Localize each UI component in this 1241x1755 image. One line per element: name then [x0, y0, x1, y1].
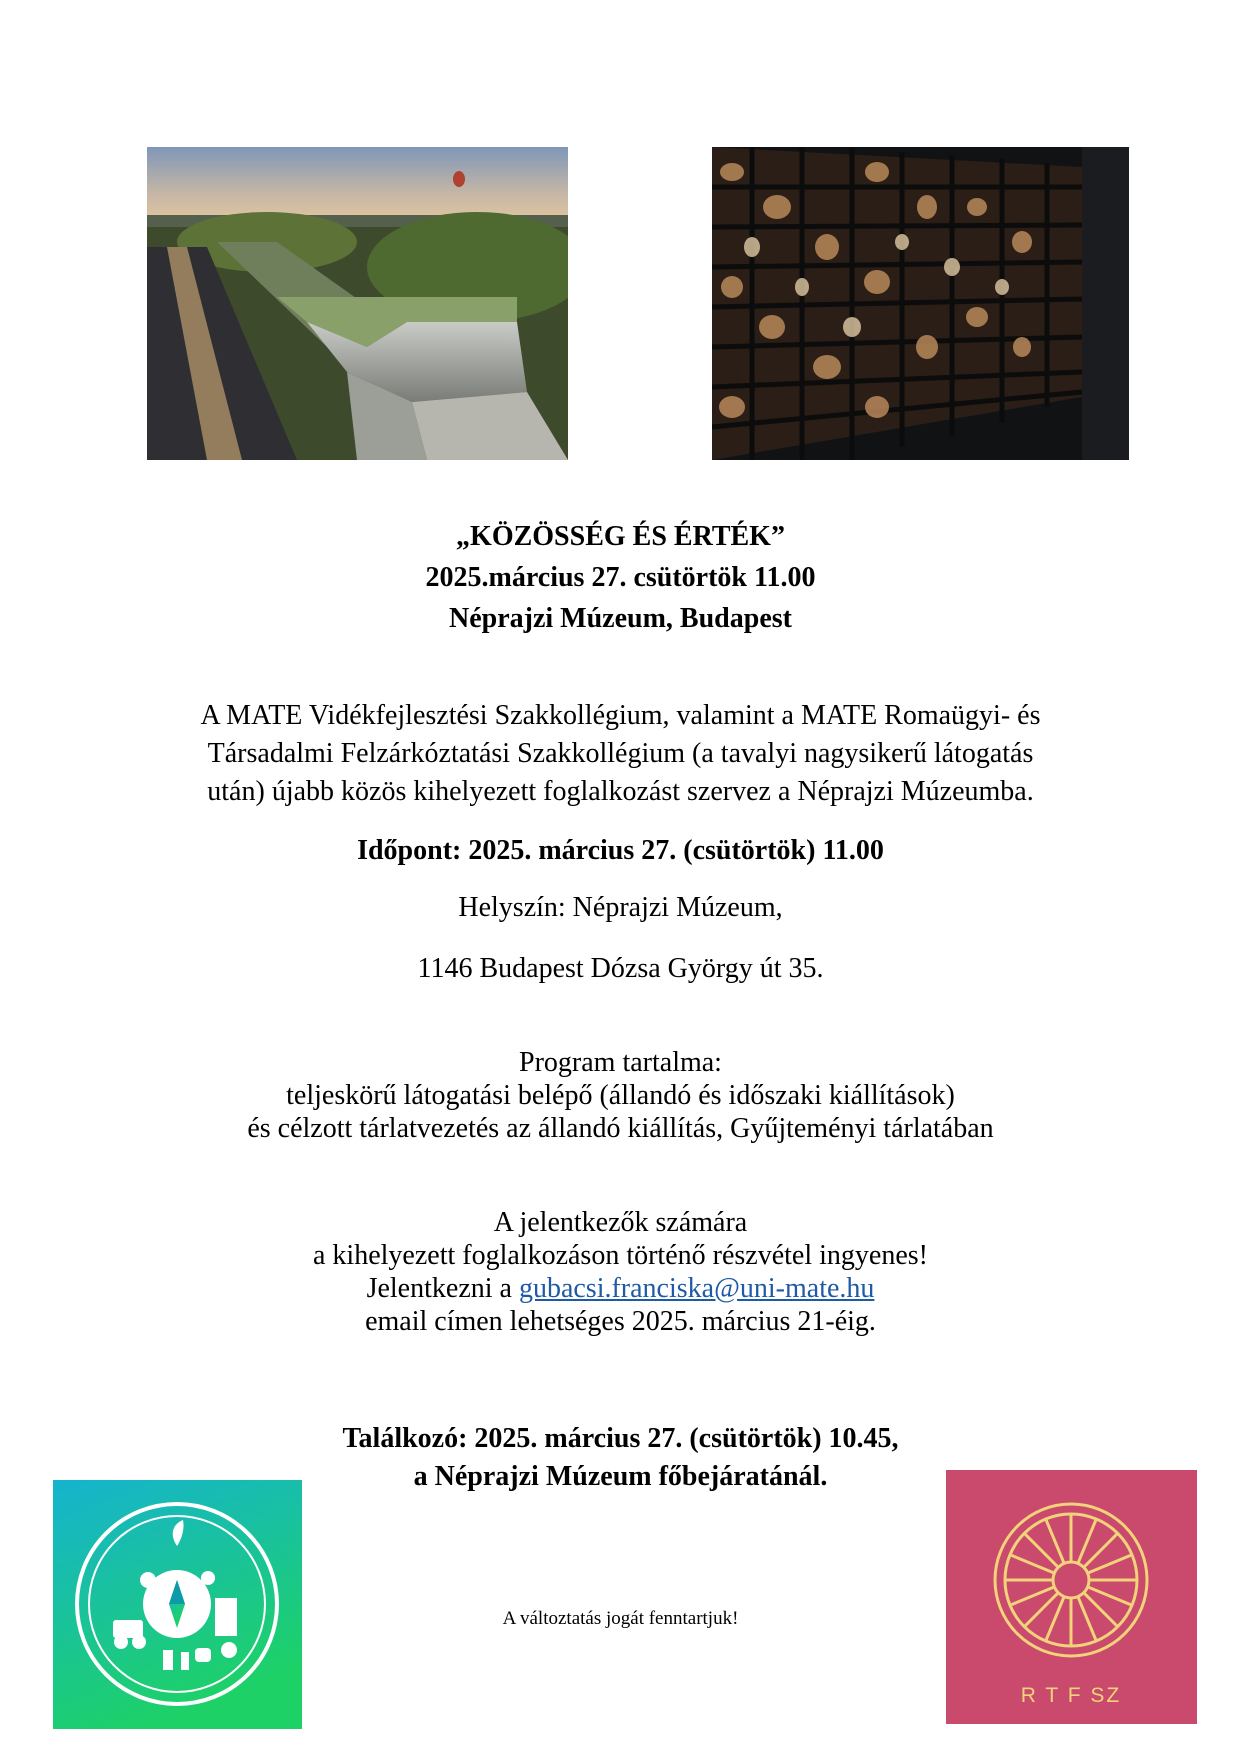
signup-section: [0, 1206, 1241, 1338]
museum-building-photo: [147, 147, 568, 460]
rtfsz-logo-text: R T F SZ: [1020, 1684, 1122, 1707]
meeting-line: a Néprajzi Múzeum főbejáratánál.: [413, 1461, 828, 1492]
event-title-block: [0, 516, 1241, 639]
rtfsz-logo: [946, 1470, 1197, 1724]
email-link[interactable]: gubacsi.franciska@uni-mate.hu: [518, 1273, 875, 1304]
event-title: „KÖZÖSSÉG ÉS ÉRTÉK”: [456, 521, 785, 552]
intro-line: Társadalmi Felzárkóztatási Szakkollégium (a tavalyi nagysikerű látogatás: [207, 738, 1034, 769]
signup-line: a kihelyezett foglalkozáson történő részvétel ingyenes!: [313, 1240, 928, 1271]
program-section: [0, 1046, 1241, 1145]
compass-sustainability-icon: [53, 1480, 302, 1729]
disclaimer: A változtatás jogát fenntartjuk!: [502, 1608, 739, 1629]
location-detail: Helyszín: Néprajzi Múzeum,: [458, 892, 783, 923]
address-detail: 1146 Budapest Dózsa György út 35.: [417, 953, 824, 984]
program-line: és célzott tárlatvezetés az állandó kiállítás, Gyűjteményi tárlatában: [247, 1113, 994, 1144]
wheel-icon: [946, 1470, 1197, 1724]
event-date: 2025.március 27. csütörtök 11.00: [425, 562, 816, 593]
signup-line: A jelentkezők számára: [493, 1207, 748, 1238]
signup-prefix: Jelentkezni a: [366, 1273, 512, 1304]
videkfejlesztesi-logo: [53, 1480, 302, 1729]
intro-line: után) újabb közös kihelyezett foglalkozást szervez a Néprajzi Múzeumba.: [207, 776, 1034, 807]
event-place: Néprajzi Múzeum, Budapest: [449, 603, 792, 634]
time-detail: Időpont: 2025. március 27. (csütörtök) 11.00: [357, 835, 884, 866]
exhibition-shelves-photo: [712, 147, 1129, 460]
program-line: teljeskörű látogatási belépő (állandó és időszaki kiállítások): [286, 1080, 955, 1111]
signup-line: email címen lehetséges 2025. március 21-éig.: [365, 1306, 876, 1337]
meeting-line: Találkozó: 2025. március 27. (csütörtök) 10.45,: [342, 1423, 899, 1454]
signup-email-line: [0, 1272, 1241, 1305]
intro-paragraph: [0, 697, 1241, 811]
program-heading: Program tartalma:: [519, 1047, 722, 1078]
intro-line: A MATE Vidékfejlesztési Szakkollégium, valamint a MATE Romaügyi- és: [200, 700, 1041, 731]
